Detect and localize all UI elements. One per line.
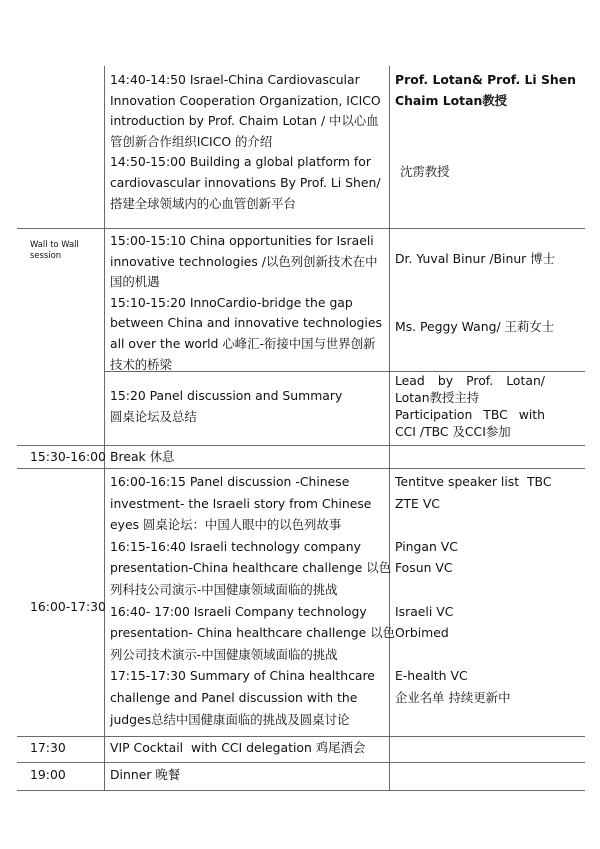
speaker-line: Participation TBC with bbox=[395, 407, 545, 422]
speaker-line: CCI /TBC 及CCI参加 bbox=[395, 424, 511, 439]
time-cell: 16:00-17:30 bbox=[30, 599, 106, 614]
speaker-cell: Prof. Lotan& Prof. Li Shen Chaim Lotan教授 bbox=[395, 72, 576, 108]
speaker-cell: Dr. Yuval Binur /Binur 博士 bbox=[395, 251, 555, 266]
speaker-cell: 沈雳教授 bbox=[400, 164, 450, 179]
row-divider bbox=[17, 228, 585, 229]
column-divider bbox=[104, 66, 105, 790]
program-cell: Dinner 晚餐 bbox=[110, 767, 181, 782]
row-divider bbox=[17, 445, 585, 446]
program-cell: VIP Cocktail with CCI delegation 鸡尾酒会 bbox=[110, 740, 366, 755]
program-cell: 14:40-14:50 Israel-China Cardiovascular Innovation Cooperation Organization, ICICO introduction by Prof. Chaim Lotan / 中以心血 管创新合作组织ICICO 的介绍 14:50-15:00 Building a global platform for cardiovascular innovations By Prof. Li Shen/ 搭建全球领域内的心血管创新平台 bbox=[110, 72, 381, 211]
time-cell: 17:30 bbox=[30, 740, 66, 755]
speaker-cell bbox=[395, 372, 545, 440]
program-cell: Break 休息 bbox=[110, 449, 175, 464]
row-divider bbox=[17, 790, 585, 791]
speaker-cell: Tentitve speaker list TBC ZTE VC Pingan VC Fosun VC Israeli VC Orbimed E-health VC 企业名单 持续更新中 bbox=[395, 474, 552, 705]
time-cell: 19:00 bbox=[30, 767, 66, 782]
row-divider bbox=[17, 468, 585, 469]
program-cell: 15:00-15:10 China opportunities for Israeli innovative technologies /以色列创新技术在中 国的机遇 15:10-15:20 InnoCardio-bridge the gap between China and innovative technologies all over the world 心峰汇-衔接中国与世界创新 技术的桥梁 bbox=[110, 233, 382, 372]
program-cell: 16:00-16:15 Panel discussion -Chinese investment- the Israeli story from Chinese eyes 圆桌论坛：中国人眼中的以色列故事 16:15-16:40 Israeli technology company presentation-China healthcare challenge 以色 列科技公司演示-中国健康领域面临的挑战 16:40- 17:00 Israeli Company technology presentation- China healthcare challenge 以色 列公司技术演示-中国健康领域面临的挑战 17:15-17:30 Summary of China healthcare challenge and Panel discussion with the judges总结中国健康面临的挑战及圆桌讨论 bbox=[110, 474, 396, 727]
row-divider bbox=[17, 736, 585, 737]
speaker-line: Lead by Prof. Lotan/ bbox=[395, 373, 545, 388]
time-cell: 15:30-16:00 bbox=[30, 449, 106, 464]
row-divider bbox=[17, 762, 585, 763]
session-label: Wall to Wall session bbox=[30, 239, 79, 260]
speaker-cell: Ms. Peggy Wang/ 王莉女士 bbox=[395, 319, 555, 334]
program-cell: 15:20 Panel discussion and Summary 圆桌论坛及总结 bbox=[110, 388, 343, 424]
speaker-line: Lotan教授主持 bbox=[395, 390, 480, 405]
